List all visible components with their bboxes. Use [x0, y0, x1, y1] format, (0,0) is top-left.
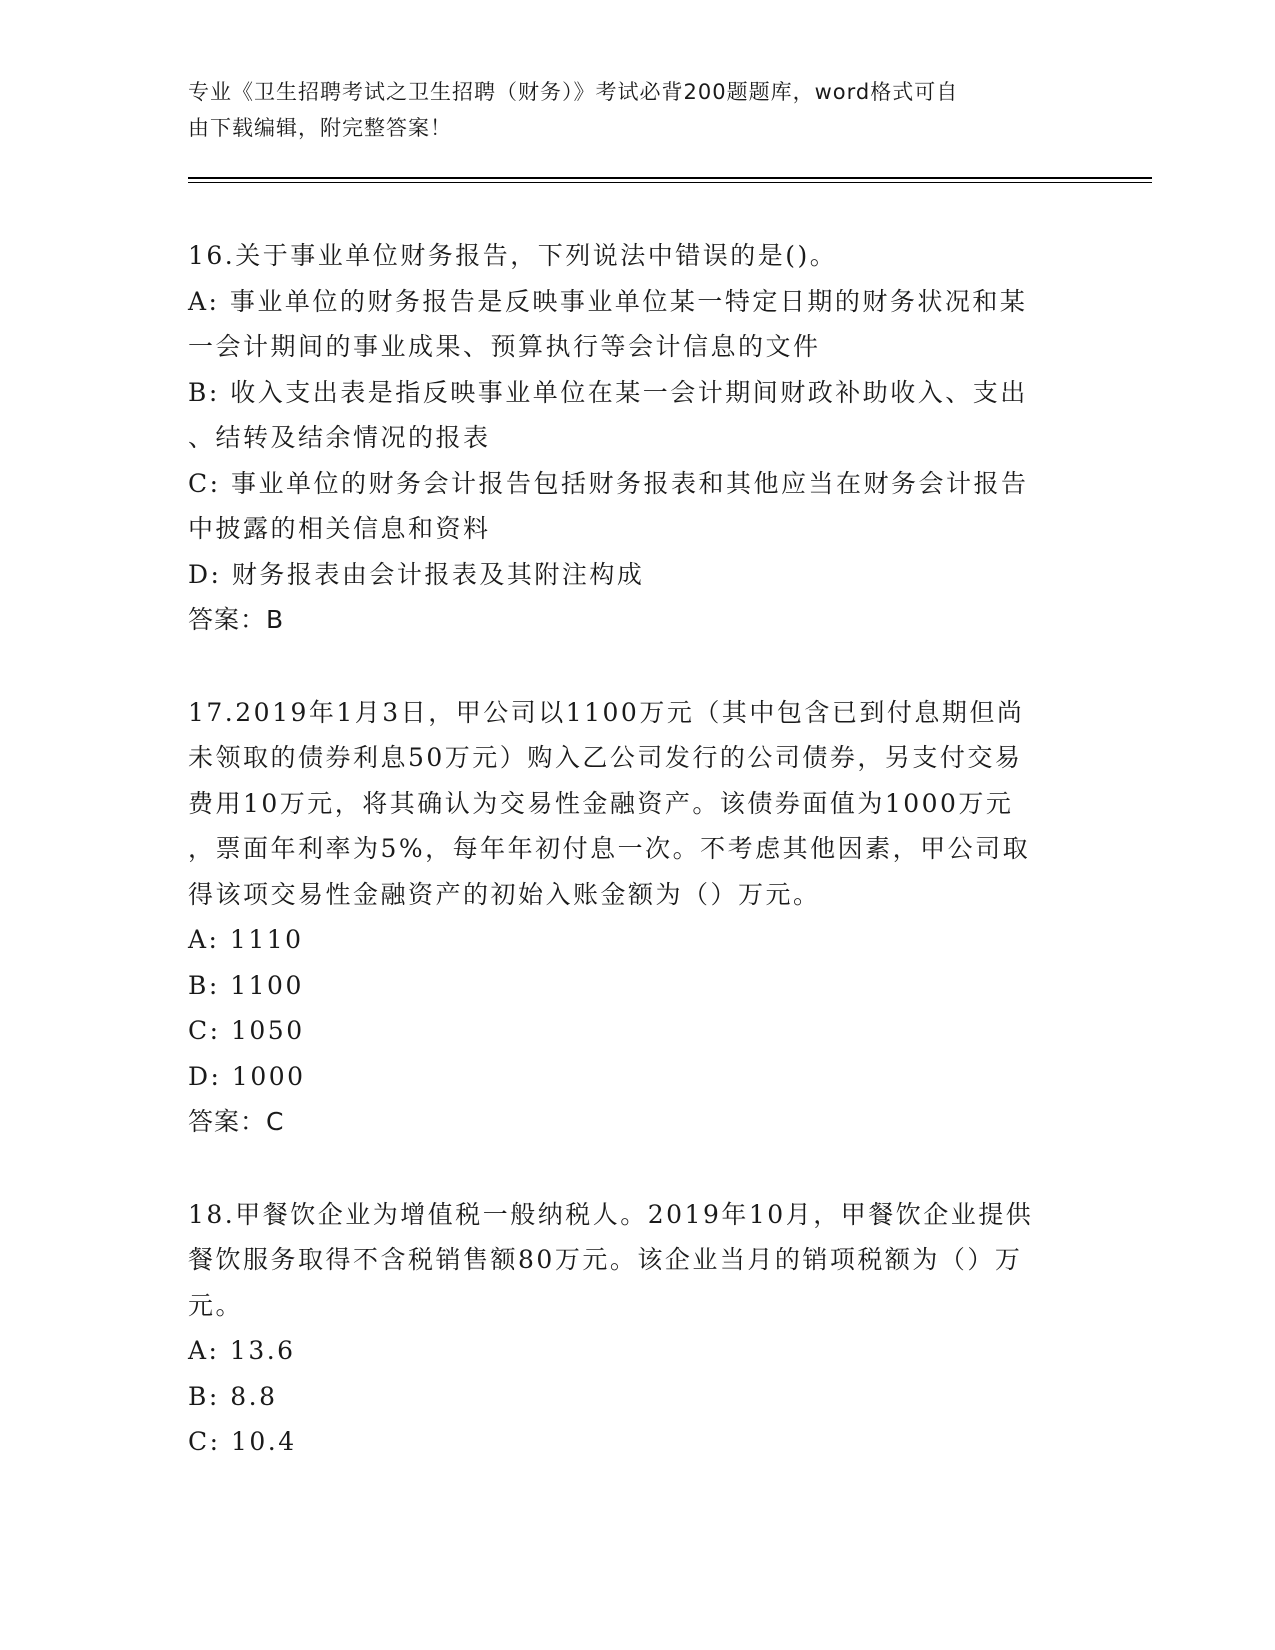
question-stem: 16.关于事业单位财务报告，下列说法中错误的是()。 [188, 241, 838, 270]
header-line-1: 专业《卫生招聘考试之卫生招聘（财务）》考试必背200题题库，word格式可自 [188, 80, 959, 104]
header-line-2: 由下载编辑，附完整答案！ [188, 116, 452, 140]
option-b: B: 1100 [188, 970, 304, 1000]
question-17 [188, 690, 1088, 1145]
option-c: C: 10.4 [188, 1427, 297, 1456]
question-stem-line-2: 未领取的债券利息50万元）购入乙公司发行的公司债券，另支付交易 [188, 743, 1023, 772]
header-divider-thick [188, 177, 1152, 179]
question-stem-line-3: 费用10万元，将其确认为交易性金融资产。该债券面值为1000万元 [188, 788, 1014, 818]
option-d: D: 财务报表由会计报表及其附注构成 [188, 559, 645, 589]
question-stem-line-1: 17.2019年1月3日，甲公司以1100万元（其中包含已到付息期但尚 [188, 697, 1025, 727]
question-16 [188, 233, 1088, 643]
option-c-line-2: 中披露的相关信息和资料 [188, 514, 491, 543]
question-stem-line-1: 18.甲餐饮企业为增值税一般纳税人。2019年10月，甲餐饮企业提供 [188, 1199, 1034, 1229]
question-stem-line-5: 得该项交易性金融资产的初始入账金额为（）万元。 [188, 879, 821, 909]
document-header [188, 74, 1068, 146]
header-divider-thin [188, 182, 1152, 183]
question-stem-line-4: ，票面年利率为5%，每年年初付息一次。不考虑其他因素，甲公司取 [188, 834, 1031, 863]
option-b-line-2: 、结转及结余情况的报表 [188, 423, 491, 452]
option-a: A: 1110 [188, 925, 304, 954]
option-c-line-1: C: 事业单位的财务会计报告包括财务报表和其他应当在财务会计报告 [188, 468, 1029, 498]
option-b: B: 8.8 [188, 1381, 278, 1411]
option-b-line-1: B: 收入支出表是指反映事业单位在某一会计期间财政补助收入、支出 [188, 377, 1028, 407]
question-stem-line-3: 元。 [188, 1290, 244, 1320]
option-a-line-1: A: 事业单位的财务报告是反映事业单位某一特定日期的财务状况和某 [188, 286, 1028, 316]
question-list [188, 233, 1088, 1512]
question-18 [188, 1192, 1088, 1465]
option-a-line-2: 一会计期间的事业成果、预算执行等会计信息的文件 [188, 332, 821, 361]
answer-label: 答案：B [188, 605, 285, 634]
question-stem-line-2: 餐饮服务取得不含税销售额80万元。该企业当月的销项税额为（）万 [188, 1245, 1023, 1274]
option-c: C: 1050 [188, 1016, 305, 1045]
option-a: A: 13.6 [188, 1336, 296, 1365]
answer-label: 答案：C [188, 1107, 285, 1136]
option-d: D: 1000 [188, 1061, 306, 1091]
